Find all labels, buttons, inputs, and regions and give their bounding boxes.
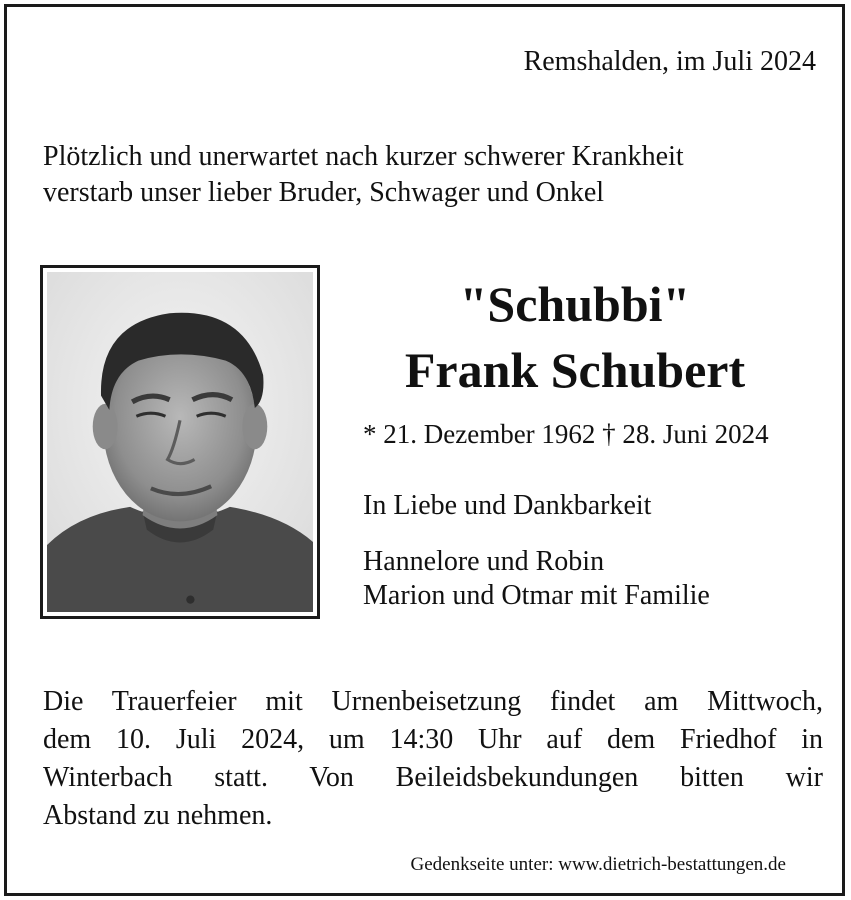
- service-line: dem 10. Juli 2024, um 14:30 Uhr auf dem Friedhof in: [43, 724, 823, 755]
- signoff-text: In Liebe und Dankbarkeit: [363, 490, 652, 521]
- place-date: Remshalden, im Juli 2024: [523, 46, 816, 77]
- service-line: Die Trauerfeier mit Urnenbeisetzung findet am Mittwoch,: [43, 686, 823, 717]
- obituary-notice: [4, 4, 845, 896]
- intro-line: Plötzlich und unerwartet nach kurzer schwerer Krankheit: [43, 141, 684, 172]
- mourners-list: [363, 545, 710, 613]
- portrait-frame: [40, 265, 320, 619]
- service-line: Abstand zu nehmen.: [43, 800, 273, 831]
- mourner-line: Marion und Otmar mit Familie: [363, 580, 710, 611]
- service-line: Winterbach statt. Von Beileidsbekundungen bitten wir: [43, 762, 823, 793]
- memorial-page-link[interactable]: Gedenkseite unter: www.dietrich-bestattungen.de: [410, 854, 786, 875]
- portrait-photo: [47, 272, 313, 612]
- name-block: [327, 271, 823, 403]
- intro-line: verstarb unser lieber Bruder, Schwager und Onkel: [43, 177, 605, 208]
- mourner-line: Hannelore und Robin: [363, 546, 605, 577]
- intro-text: [43, 139, 823, 211]
- deceased-name: Frank Schubert: [404, 342, 746, 398]
- deceased-nickname: "Schubbi": [459, 276, 691, 332]
- life-dates: * 21. Dezember 1962 † 28. Juni 2024: [363, 419, 769, 449]
- service-announcement: [43, 683, 823, 835]
